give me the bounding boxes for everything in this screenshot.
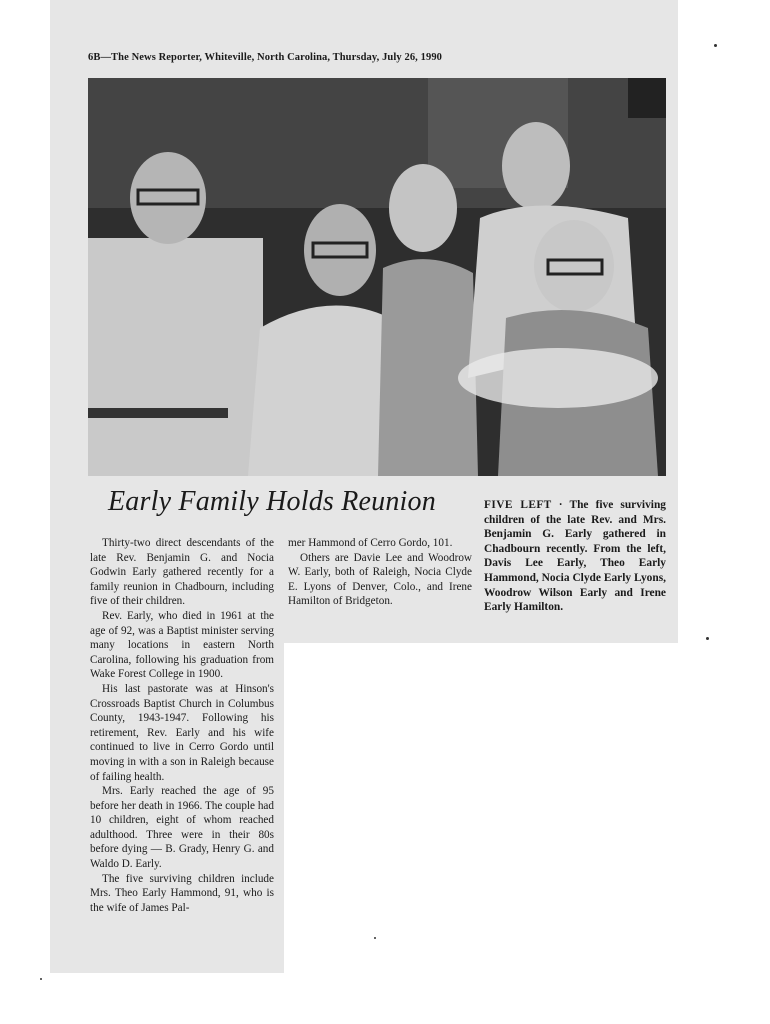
article-column-1 <box>90 536 274 915</box>
scan-speck <box>374 937 376 939</box>
caption-text: The five surviving children of the late Rev. and Mrs. Benjamin G. Early gathered in Chadbourn recently. From the left, Davis Lee Early, Theo Early Hammond, Nocia Clyde Early Lyons, Woodrow Wilson Early and Irene Early Hamilton. <box>484 499 666 614</box>
scan-speck <box>714 44 717 47</box>
article-paragraph: Mrs. Early reached the age of 95 before her death in 1966. The couple had 10 children, eight of whom reached adulthood. Three were in their 80s before dying — B. Grady, Henry G. and Waldo D. Early. <box>90 785 274 871</box>
scan-speck <box>706 637 709 640</box>
family-reunion-photo <box>88 78 666 476</box>
article-paragraph: His last pastorate was at Hinson's Crossroads Baptist Church in Columbus County, 1943-1947. Following his retirement, Rev. Early and his wife continued to live in Cerro Gordo until moving in with a son in Raleigh because of failing health. <box>90 682 274 783</box>
article-paragraph: Thirty-two direct descendants of the late Rev. Benjamin G. and Nocia Godwin Early gathered recently for a family reunion in Chadbourn, including five of their children. <box>90 537 274 608</box>
scan-speck <box>40 978 42 980</box>
caption-separator: · <box>558 499 570 511</box>
article-column-2 <box>288 536 472 609</box>
article-paragraph: mer Hammond of Cerro Gordo, 101. <box>288 537 453 549</box>
newspaper-masthead: 6B—The News Reporter, Whiteville, North Carolina, Thursday, July 26, 1990 <box>88 52 443 63</box>
article-paragraph: Others are Davie Lee and Woodrow W. Early, both of Raleigh, Nocia Clyde E. Lyons of Denver, Colo., and Irene Hamilton of Bridgeton. <box>288 551 472 608</box>
article-headline: Early Family Holds Reunion <box>108 486 436 517</box>
caption-kicker: FIVE LEFT <box>484 499 552 511</box>
photo-illustration <box>88 78 666 476</box>
photo-caption <box>484 498 666 615</box>
article-paragraph: The five surviving children include Mrs. Theo Early Hammond, 91, who is the wife of James Pal- <box>90 872 274 914</box>
article-paragraph: Rev. Early, who died in 1961 at the age of 92, was a Baptist minister serving many locations in eastern North Carolina, following his graduation from Wake Forest College in 1900. <box>90 609 274 681</box>
